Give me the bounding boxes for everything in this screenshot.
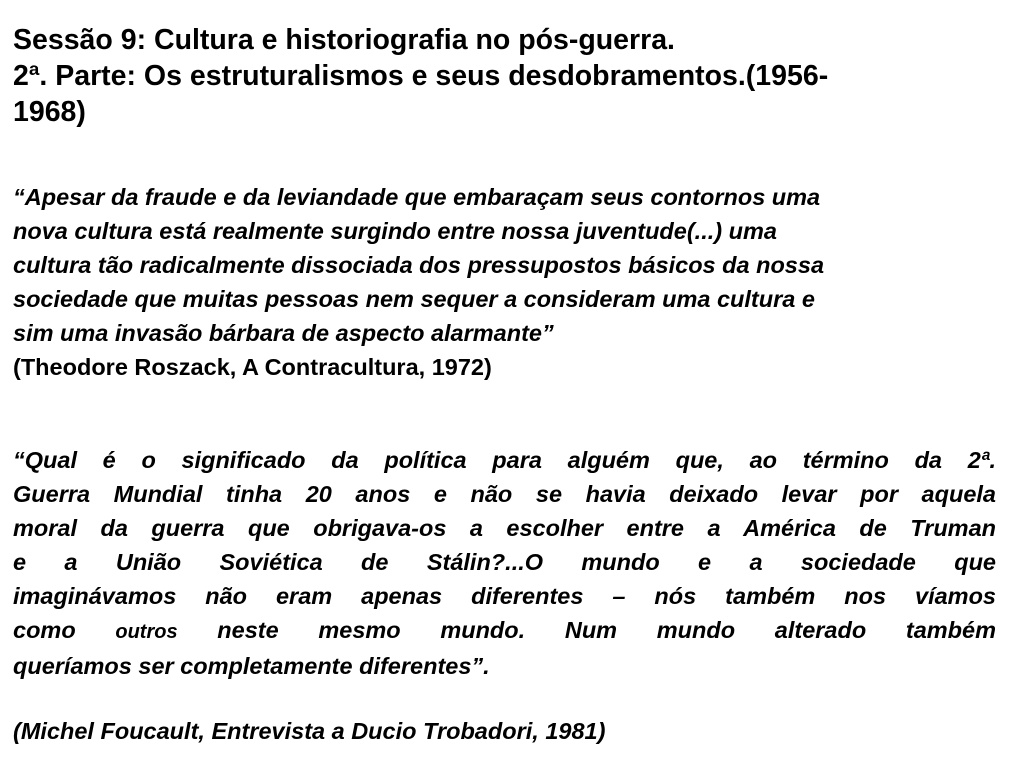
quote-line: moral da guerra que obrigava-os a escolher entre a América de Truman <box>13 515 996 541</box>
quote-line: imaginávamos não eram apenas diferentes – nós também nos víamos <box>13 583 996 609</box>
quote-line: Guerra Mundial tinha 20 anos e não se havia deixado levar por aquela <box>13 481 996 507</box>
title-line-2: 2ª. Parte: Os estruturalismos e seus desdobramentos.(1956- <box>13 60 829 92</box>
slide-title <box>13 22 998 130</box>
quote-line: sociedade que muitas pessoas nem sequer a consideram uma cultura e <box>13 286 815 312</box>
quote-line: e a União Soviética de Stálin?...O mundo e a sociedade que <box>13 549 996 575</box>
foucault-citation: (Michel Foucault, Entrevista a Ducio Trobadori, 1981) <box>13 718 606 744</box>
title-line-3: 1968) <box>13 96 86 128</box>
quote-words: neste mesmo mundo. Num mundo alterado também <box>217 617 996 643</box>
title-line-1: Sessão 9: Cultura e historiografia no pós-guerra. <box>13 24 675 56</box>
roszack-citation: (Theodore Roszack, A Contracultura, 1972) <box>13 354 492 380</box>
quote-line: queríamos ser completamente diferentes”. <box>13 653 490 679</box>
quote-line: “Apesar da fraude e da leviandade que embaraçam seus contornos uma <box>13 184 821 210</box>
quote-word-small: outros <box>115 621 178 643</box>
foucault-quote <box>13 443 996 683</box>
quote-line: sim uma invasão bárbara de aspecto alarmante” <box>13 320 554 346</box>
quote-line <box>13 613 996 649</box>
roszack-quote <box>13 180 996 384</box>
quote-line: cultura tão radicalmente dissociada dos pressupostos básicos da nossa <box>13 252 825 278</box>
quote-word: como <box>13 617 76 643</box>
quote-line: “Qual é o significado da política para alguém que, ao término da 2ª. <box>13 447 996 473</box>
quote-line: nova cultura está realmente surgindo entre nossa juventude(...) uma <box>13 218 777 244</box>
